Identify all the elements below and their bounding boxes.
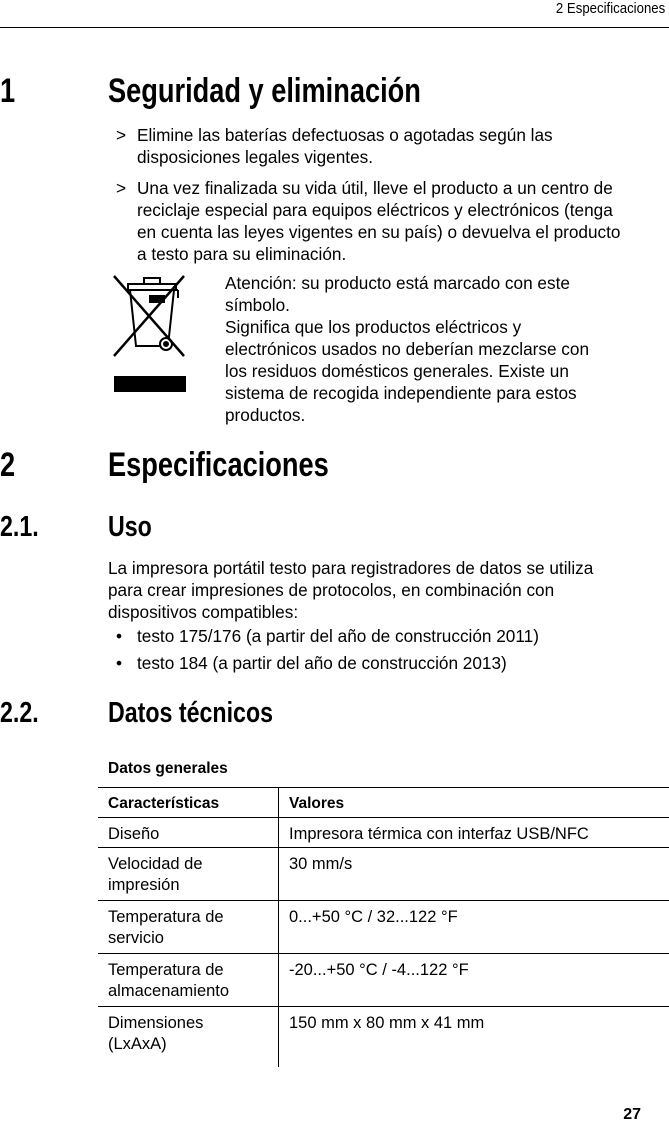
bullet-2-text: testo 184 (a partir del año de construcción 2013)	[137, 653, 507, 673]
bullet-1-text: testo 175/176 (a partir del año de construcción 2011)	[137, 626, 539, 646]
table-row	[98, 954, 669, 1007]
item-2-line-1: Una vez finalizada su vida útil, lleve el producto a un centro de	[137, 178, 613, 198]
header-values: Valores	[289, 795, 345, 812]
row-1-value: Impresora térmica con interfaz USB/NFC	[289, 825, 589, 843]
row-1-characteristic	[98, 818, 279, 848]
section-1-title: Seguridad y eliminación	[108, 72, 421, 110]
bullet-1-marker: •	[116, 626, 123, 646]
section-1-number: 1	[0, 72, 16, 110]
section-2-2-heading	[0, 697, 669, 731]
item-2-text	[137, 177, 620, 265]
section-2-2-title: Datos técnicos	[108, 697, 274, 729]
notice-line-4: electrónicos usados no deberían mezclarse con	[225, 339, 590, 359]
item-1-line-1: Elimine las baterías defectuosas o agotadas según las	[137, 125, 553, 145]
page-number: 27	[623, 1106, 641, 1123]
notice-line-1: Atención: su producto está marcado con este	[225, 273, 570, 293]
item-1-line-2: disposiciones legales vigentes.	[137, 147, 373, 167]
row-2-value: 30 mm/s	[289, 855, 353, 873]
uso-line-2: para crear impresiones de protocolos, en combinación con	[108, 580, 555, 600]
section-2-title: Especificaciones	[108, 446, 329, 484]
row-1-char-line-1: Diseño	[108, 825, 160, 843]
table-row	[98, 1007, 669, 1068]
running-header: 2 Especificaciones	[555, 0, 665, 17]
row-4-char-line-1: Temperatura de	[108, 961, 224, 979]
row-5-value: 150 mm x 80 mm x 41 mm	[289, 1014, 485, 1032]
weee-bin-icon	[108, 268, 190, 398]
section-2-1-number: 2.1.	[0, 511, 39, 543]
row-4-characteristic	[98, 954, 279, 1007]
specs-table	[98, 787, 669, 1067]
uso-line-3: dispositivos compatibles:	[108, 602, 299, 622]
row-3-char-line-1: Temperatura de	[108, 908, 224, 926]
section-2-1-title: Uso	[108, 511, 152, 543]
notice-line-5: los residuos domésticos generales. Existe un	[225, 361, 569, 381]
item-1-marker: >	[116, 125, 127, 145]
notice-line-7: productos.	[225, 405, 306, 425]
row-3-value: 0...+50 °C / 32...122 °F	[289, 908, 458, 926]
notice-line-2: símbolo.	[225, 295, 290, 315]
header-rule	[0, 27, 669, 28]
table-header-row	[98, 788, 669, 818]
item-2-line-3: en cuenta las leyes vigentes en su país) o devuelva el producto	[137, 222, 621, 242]
row-4-value: -20...+50 °C / -4...122 °F	[289, 961, 469, 979]
item-2-line-4: a testo para su eliminación.	[137, 244, 347, 264]
section-2-1-heading	[0, 511, 669, 545]
table-row	[98, 848, 669, 901]
row-2-char-line-1: Velocidad de	[108, 855, 203, 873]
row-3-characteristic	[98, 901, 279, 954]
section-1-heading	[0, 72, 669, 112]
item-1-text	[137, 124, 553, 168]
bullet-2-marker: •	[116, 653, 123, 673]
notice-line-6: sistema de recogida independiente para estos	[225, 383, 577, 403]
table-row	[98, 818, 669, 848]
section-2-2-number: 2.2.	[0, 697, 39, 729]
section-2-heading	[0, 446, 669, 486]
weee-notice	[225, 272, 589, 426]
uso-line-1: La impresora portátil testo para registradores de datos se utiliza	[108, 558, 594, 578]
row-5-characteristic	[98, 1007, 279, 1068]
section-2-number: 2	[0, 446, 16, 484]
row-5-char-line-1: Dimensiones	[108, 1014, 204, 1032]
item-2-line-2: reciclaje especial para equipos eléctricos y electrónicos (tenga	[137, 200, 613, 220]
notice-line-3: Significa que los productos eléctricos y	[225, 317, 522, 337]
table-row	[98, 901, 669, 954]
item-2-marker: >	[116, 178, 127, 198]
row-3-char-line-2: servicio	[108, 929, 164, 947]
uso-paragraph	[108, 557, 593, 623]
header-characteristics: Características	[98, 788, 279, 818]
row-4-char-line-2: almacenamiento	[108, 982, 230, 1000]
table-caption: Datos generales	[108, 760, 228, 777]
row-2-char-line-2: impresión	[108, 876, 180, 894]
row-5-char-line-2: (LxAxA)	[108, 1035, 167, 1053]
row-2-characteristic	[98, 848, 279, 901]
